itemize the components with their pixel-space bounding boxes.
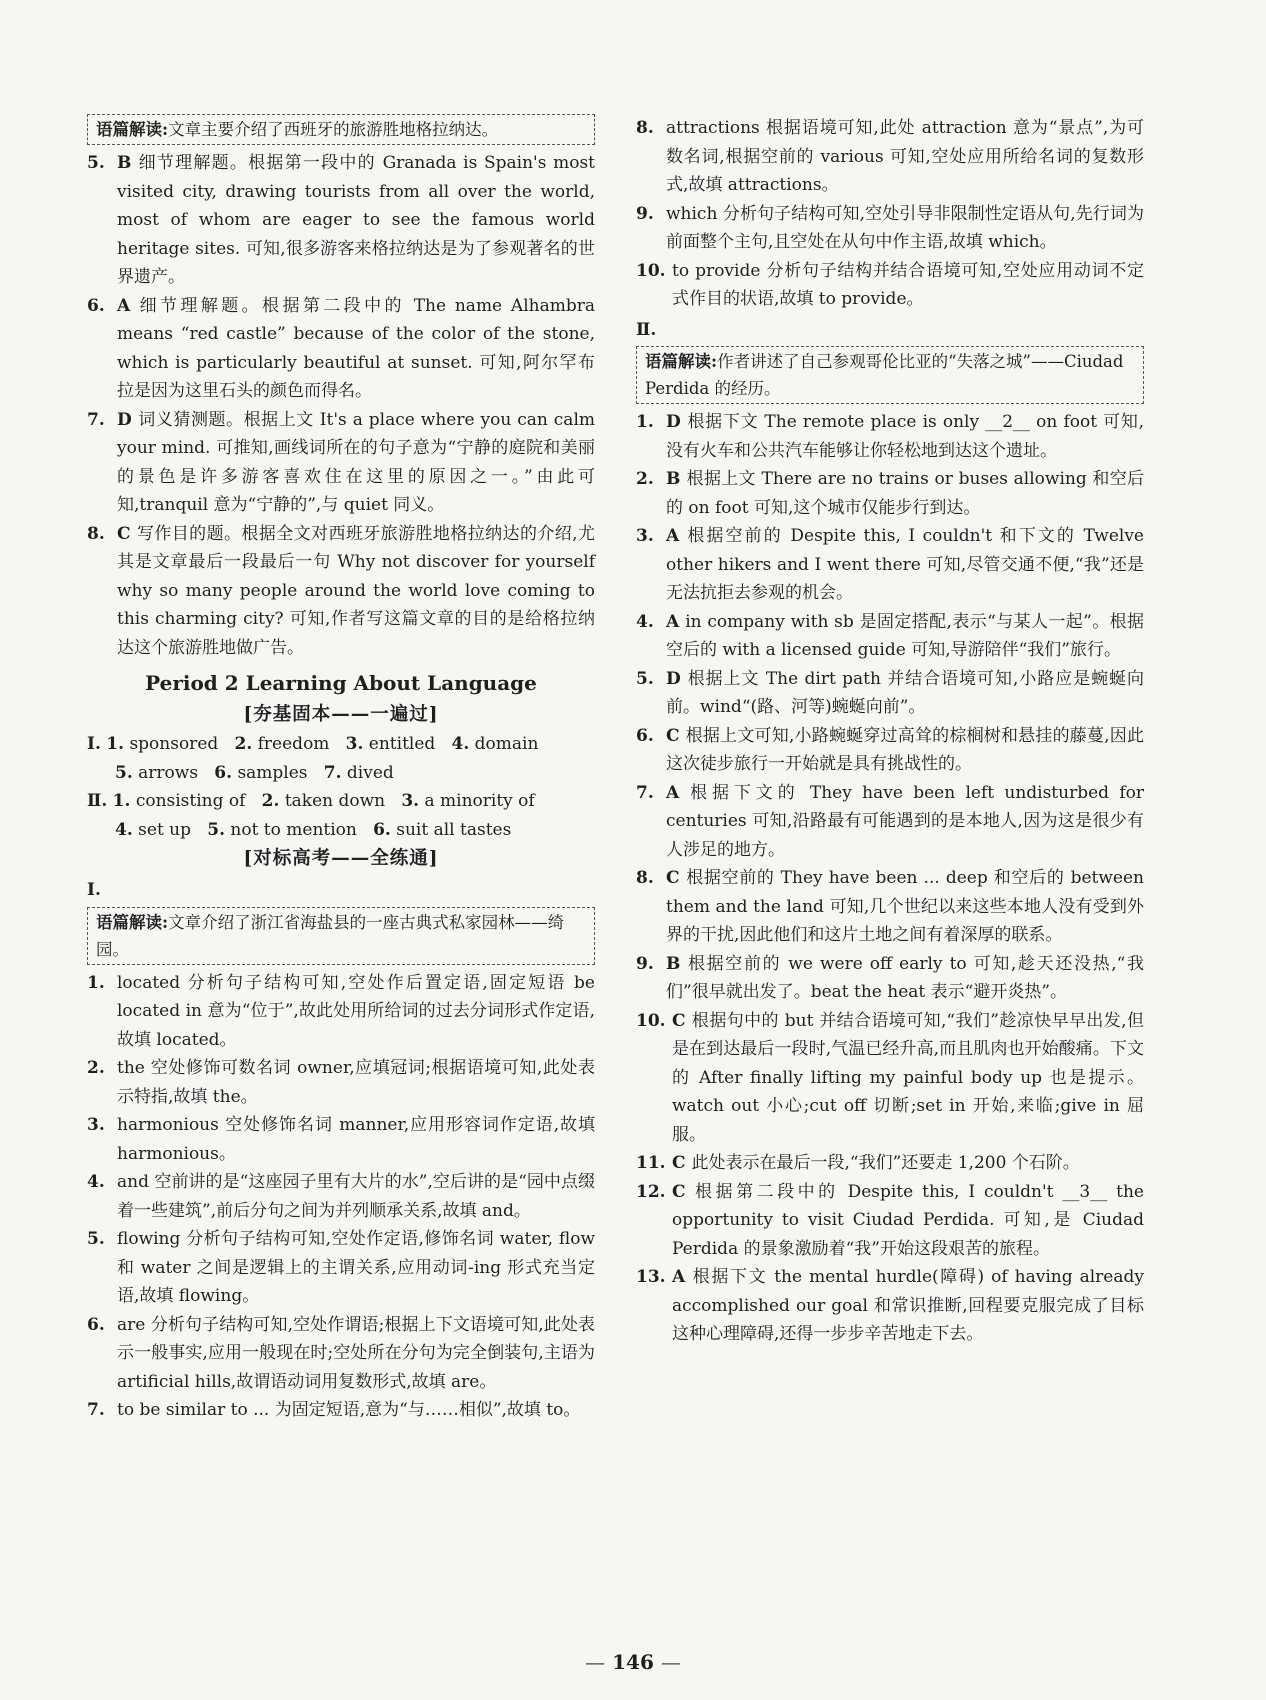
passage-note (87, 907, 595, 965)
answer-item: 9. which 分析句子结构可知,空处引导非限制性定语从句,先行词为前面整个主句,且空处在从句中作主语,故填 which。 (636, 203, 1144, 252)
answer-item: 3. harmonious 空处修饰名词 manner,应用形容词作定语,故填 harmonious。 (87, 1115, 595, 1164)
page-number: 146 (612, 1650, 654, 1674)
answer-item: 2. the 空处修饰可数名词 owner,应填冠词;根据语境可知,此处表示特指,故填 the。 (87, 1058, 595, 1107)
part-marker: Ⅱ. (636, 319, 657, 340)
answer-item: 10. C 根据句中的 but 并结合语境可知,“我们”趁凉快早早出发,但是在到达最后一段时,气温已经升高,而且肌肉也开始酸痛。下文的 After finally lifting my painful body up 也是提示。watch out 小心;cut off 切断;set in 开始,来临;give in 屈服。 (636, 1010, 1144, 1145)
passage-note (87, 114, 595, 145)
vocab-line: Ⅱ. 1. consisting of 2. taken down 3. a minority of (87, 791, 535, 811)
vocab-answers-2 (87, 787, 595, 844)
answer-item: 4. A in company with sb 是固定搭配,表示“与某人一起”。根据空后的 with a licensed guide 可知,导游陪伴“我们”旅行。 (636, 611, 1144, 660)
vocab-line: Ⅰ. 1. sponsored 2. freedom 3. entitled 4. domain (87, 734, 539, 754)
part-marker: Ⅰ. (87, 880, 101, 900)
note-label: 语篇解读: (96, 120, 169, 139)
footer-dash: — (585, 1650, 606, 1674)
answer-item: 11. C 此处表示在最后一段,“我们”还要走 1,200 个石阶。 (636, 1153, 1080, 1173)
answer-item: 6. are 分析句子结构可知,空处作谓语;根据上下文语境可知,此处表示一般事实,应用一般现在时;空处所在分句为完全倒装句,主语为 artificial hills,故谓语动词用复数形式,故填 are。 (87, 1314, 595, 1392)
answer-item: 8. C 写作目的题。根据全文对西班牙旅游胜地格拉纳达的介绍,尤其是文章最后一段最后一句 Why not discover for yourself why so many people around the world love coming to this charming city? 可知,作者写这篇文章的目的是给格拉纳达这个旅游胜地做广告。 (87, 523, 595, 658)
section-title: [对标高考——全练通] (243, 848, 439, 869)
answer-item: 6. A 细节理解题。根据第二段中的 The name Alhambra means “red castle” because of the color of the stone, which is particularly beautiful at sunset. 可知,阿尔罕布拉是因为这里石头的颜色而得名。 (87, 295, 595, 401)
vocab-line: 4. set up 5. not to mention 6. suit all tastes (115, 819, 512, 840)
section-title: [夯基固本——一遍过] (243, 704, 439, 725)
note-text: 文章介绍了浙江省海盐县的一座古典式私家园林——绮园。 (96, 912, 565, 959)
left-column (87, 114, 595, 1425)
answer-list (87, 969, 595, 1425)
note-text: 作者讲述了自己参观哥伦比亚的“失落之城”——Ciudad Perdida 的经历。 (645, 352, 1124, 398)
period-title: Period 2 Learning About Language (145, 671, 537, 695)
answer-list (636, 408, 1144, 1349)
answer-list (636, 114, 1144, 314)
page-footer (0, 1648, 1266, 1677)
answer-item: 7. to be similar to ... 为固定短语,意为“与……相似”,故填 to。 (87, 1400, 581, 1420)
right-column (636, 114, 1144, 1349)
passage-note (636, 346, 1144, 404)
answer-list (87, 149, 595, 662)
answer-item: 3. A 根据空前的 Despite this, I couldn't 和下文的 Twelve other hikers and I went there 可知,尽管交通不便,“我”还是无法抗拒去参观的机会。 (636, 526, 1144, 603)
answer-item: 1. located 分析句子结构可知,空处作后置定语,固定短语 be located in 意为“位于”,故此处用所给词的过去分词形式作定语,故填 located。 (87, 972, 596, 1050)
answer-item: 12. C 根据第二段中的 Despite this, I couldn't __3__ the opportunity to visit Ciudad Perdida. 可知,是 Ciudad Perdida 的景象激励着“我”开始这段艰苦的旅程。 (636, 1181, 1144, 1259)
answer-item: 5. B 细节理解题。根据第一段中的 Granada is Spain's most visited city, drawing tourists from all over the world, most of whom are eager to see the famous world heritage sites. 可知,很多游客来格拉纳达是为了参观著名的世界遗产。 (87, 153, 595, 287)
note-text: 文章主要介绍了西班牙的旅游胜地格拉纳达。 (168, 120, 499, 139)
vocab-line: 5. arrows 6. samples 7. dived (115, 762, 394, 783)
answer-item: 1. D 根据下文 The remote place is only __2__ on foot 可知,没有火车和公共汽车能够让你轻松地到达这个遗址。 (636, 412, 1144, 461)
answer-item: 8. attractions 根据语境可知,此处 attraction 意为“景点”,为可数名词,根据空前的 various 可知,空处应用所给名词的复数形式,故填 attractions。 (636, 118, 1144, 195)
note-label: 语篇解读: (96, 912, 169, 932)
answer-item: 5. D 根据上文 The dirt path 并结合语境可知,小路应是蜿蜒向前。wind“(路、河等)蜿蜒向前”。 (636, 668, 1144, 717)
answer-item: 9. B 根据空前的 we were off early to 可知,趁天还没热,“我们”很早就出发了。beat the heat 表示“避开炎热”。 (636, 953, 1144, 1002)
footer-dash: — (660, 1650, 681, 1674)
note-label: 语篇解读: (645, 352, 718, 371)
answer-item: 10. to provide 分析句子结构并结合语境可知,空处应用动词不定式作目的状语,故填 to provide。 (636, 260, 1144, 309)
answer-item: 4. and 空前讲的是“这座园子里有大片的水”,空后讲的是“园中点缀着一些建筑”,前后分句之间为并列顺承关系,故填 and。 (87, 1172, 595, 1221)
answer-item: 6. C 根据上文可知,小路蜿蜒穿过高耸的棕榈树和悬挂的藤蔓,因此这次徒步旅行一开始就是具有挑战性的。 (636, 725, 1144, 774)
answer-item: 2. B 根据上文 There are no trains or buses allowing 和空后的 on foot 可知,这个城市仅能步行到达。 (636, 469, 1144, 518)
answer-item: 13. A 根据下文 the mental hurdle(障碍) of having already accomplished our goal 和常识推断,回程要克服完成了目标这种心理障碍,还得一步步辛苦地走下去。 (636, 1267, 1144, 1344)
answer-item: 7. D 词义猜测题。根据上文 It's a place where you can calm your mind. 可推知,画线词所在的句子意为“宁静的庭院和美丽的景色是许多游客喜欢住在这里的原因之一。”由此可知,tranquil 意为“宁静的”,与 quiet 同义。 (87, 409, 595, 515)
answer-item: 7. A 根据下文的 They have been left undisturbed for centuries 可知,沿路最有可能遇到的是本地人,因为这是很少有人涉足的地方。 (636, 782, 1144, 860)
answer-item: 8. C 根据空前的 They have been ... deep 和空后的 between them and the land 可知,几个世纪以来这些本地人没有受到外界的干扰,因此他们和这片土地之间有着深厚的联系。 (636, 868, 1144, 945)
vocab-answers-1 (87, 730, 595, 787)
answer-item: 5. flowing 分析句子结构可知,空处作定语,修饰名词 water, flow 和 water 之间是逻辑上的主谓关系,应用动词-ing 形式充当定语,故填 flowing。 (87, 1229, 595, 1306)
